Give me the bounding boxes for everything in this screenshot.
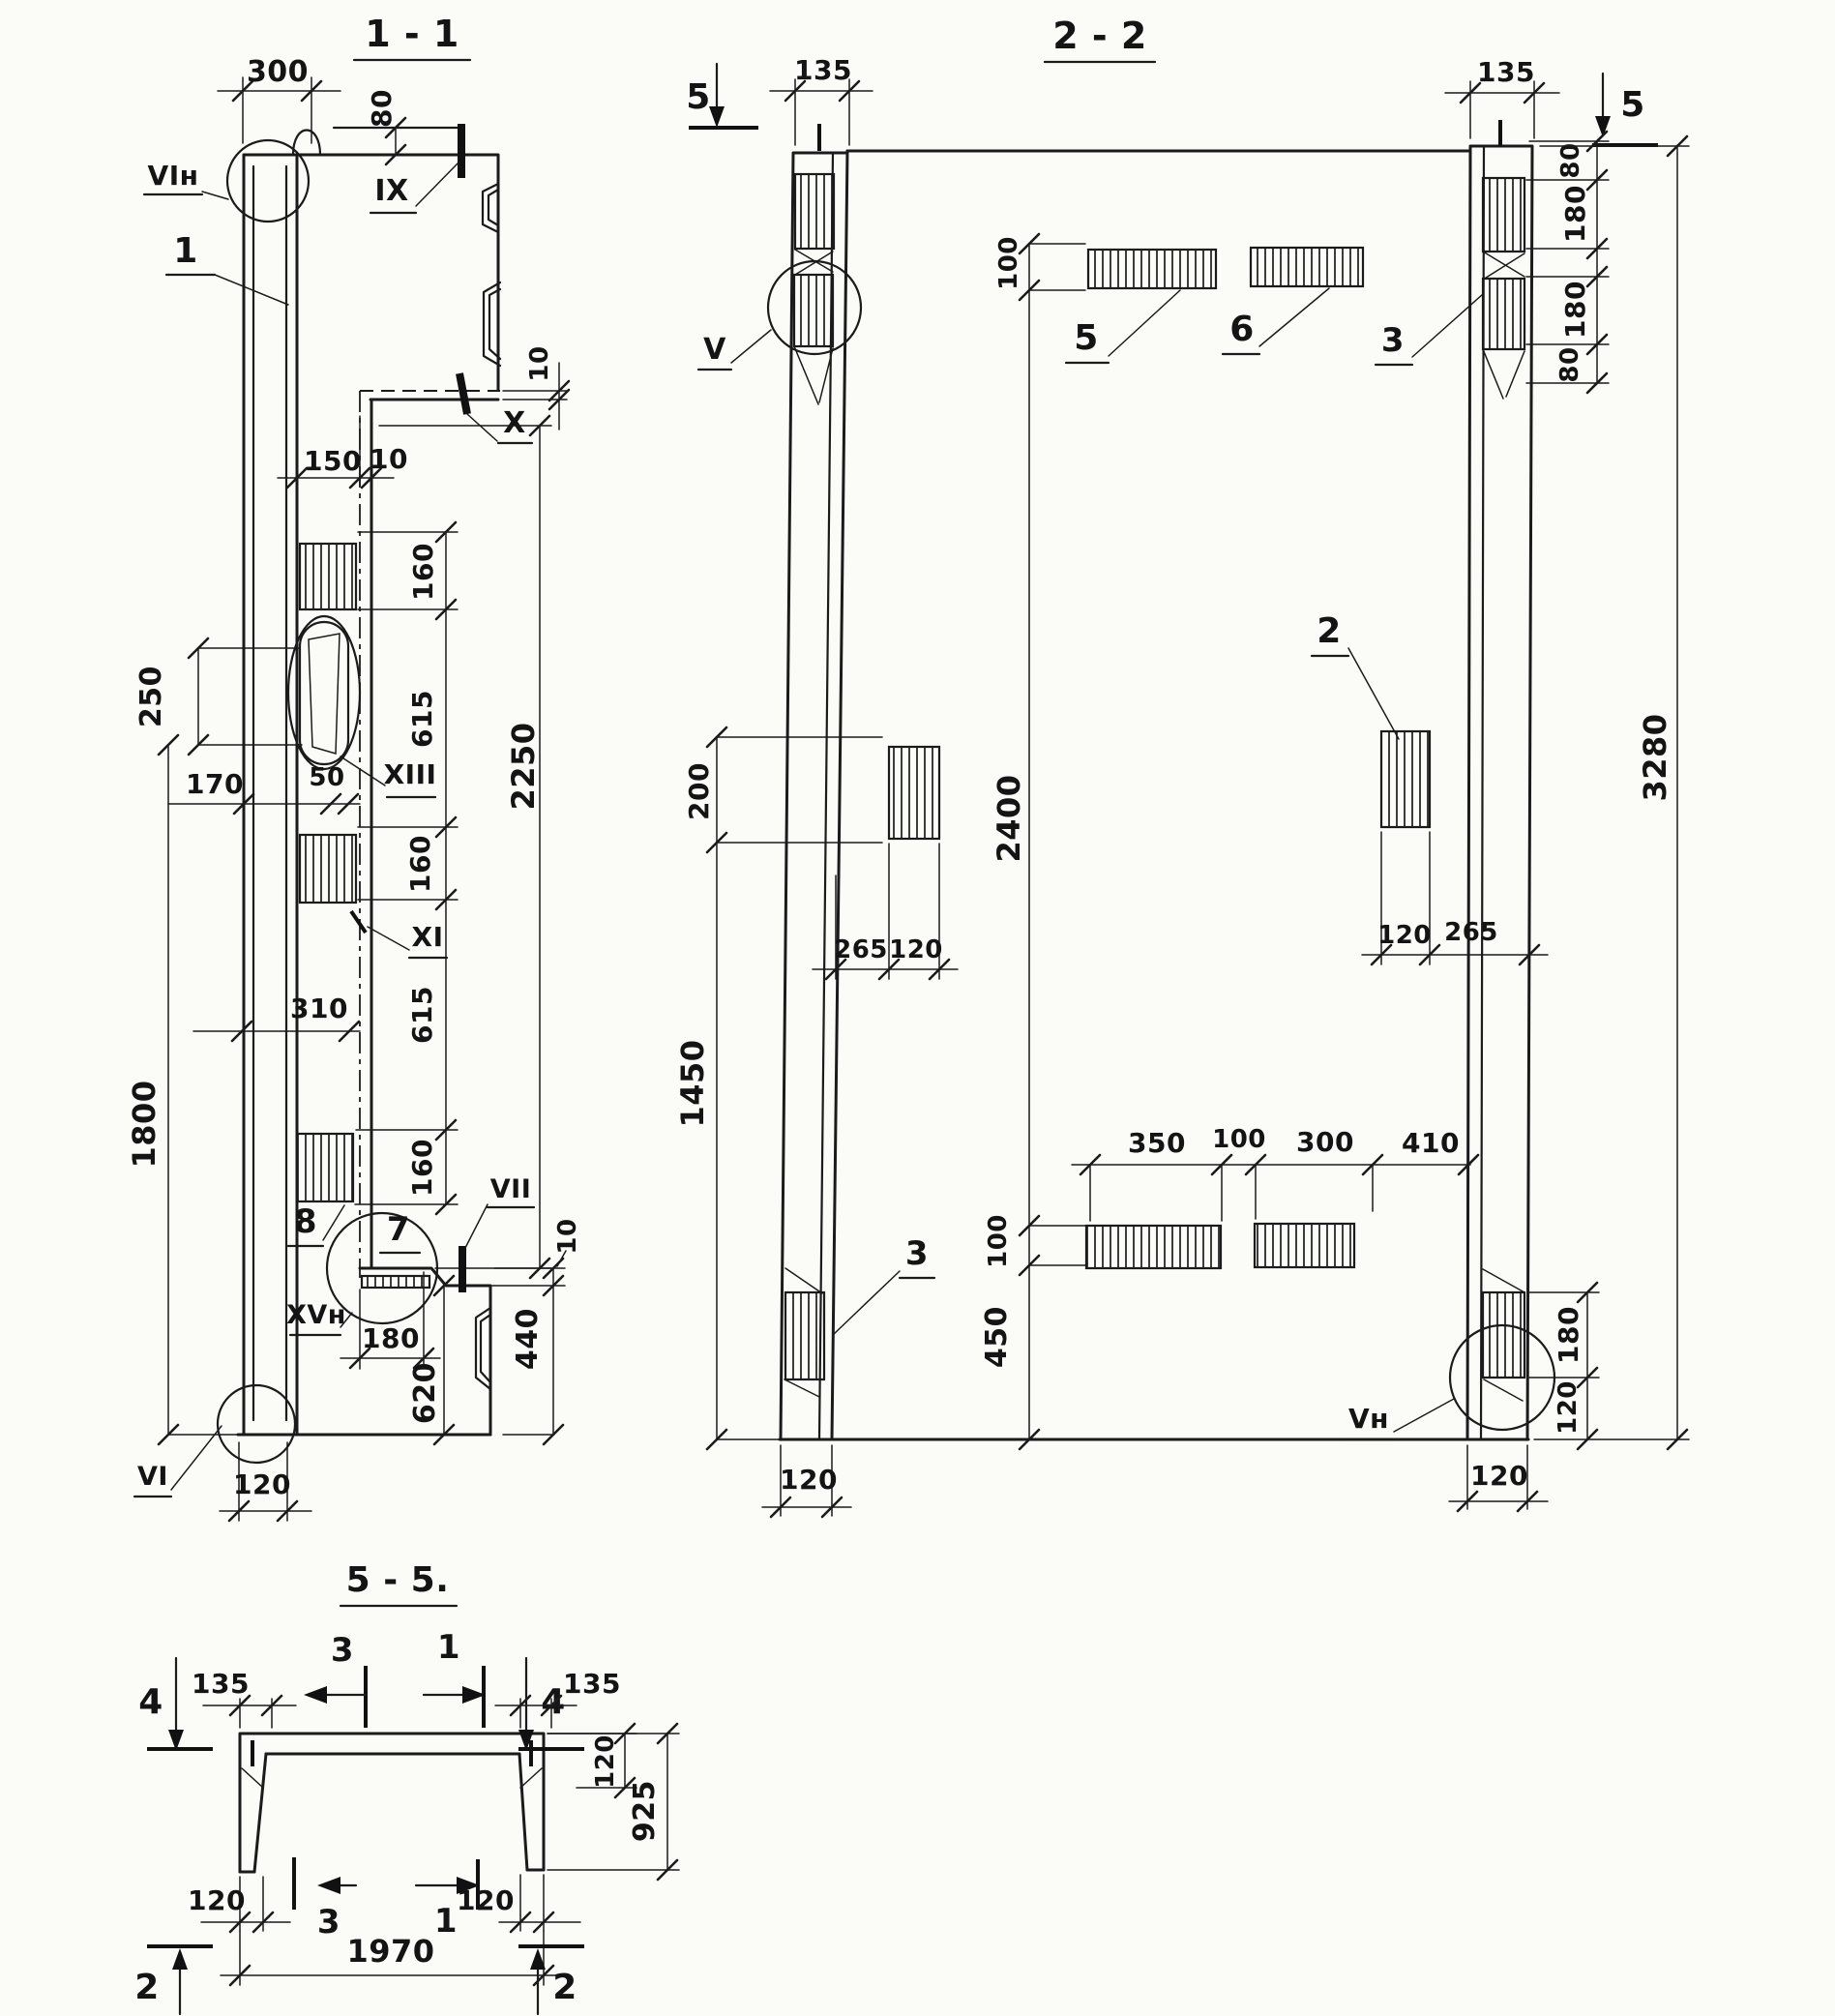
dim-120-265-right [1362,832,1548,964]
dim-100-top [994,234,1085,300]
dim-310 [193,993,360,1041]
mark-5-right-text: 5 [1620,85,1645,125]
dim-135-left-text: 135 [794,54,852,86]
item-1 [166,231,288,305]
plate-bot-right [1255,1224,1354,1267]
corner-chamfer-lines [242,1768,542,1788]
section-ix [334,124,461,213]
dim-135-left [192,1668,296,1728]
mark-3-top-text: 3 [330,1631,355,1670]
mark-4-left-text: 4 [138,1682,163,1722]
dim-300 [218,55,340,143]
label-v: V [703,333,726,367]
dim-3280-text: 3280 [1637,713,1673,802]
section-vii [462,1174,534,1292]
dim-160-2: 160 [404,835,436,893]
dim-615-2: 615 [406,986,438,1044]
mark-1-bottom-text: 1 [433,1902,459,1941]
dim-120-l-text: 120 [889,935,943,964]
item-7-label: 7 [386,1210,411,1249]
dim-350-100-300-410 [1072,1125,1478,1221]
label-xi: XI [411,921,444,953]
slot-outline [300,622,348,764]
dim-100-top-text: 100 [994,236,1023,290]
section-1-1 [126,13,582,1521]
dim-80-text: 80 [366,89,398,128]
dim-170-50 [168,763,360,814]
dim-310-text: 310 [290,993,348,1024]
dim-120-r-text: 120 [1377,921,1432,950]
dim-440-text: 440 [511,1307,545,1371]
lifting-loop [293,131,320,156]
item-5-label: 5 [1074,318,1099,358]
mark-2-right [518,1946,584,2014]
mark-2-left [134,1946,213,2014]
dim-80-a: 80 [1556,142,1585,179]
embed-plate-1 [300,544,356,609]
dim-3280 [1534,136,1689,1449]
label-x: X [503,406,526,440]
section-xi [351,911,447,958]
label-vn: Vн [1347,1403,1390,1435]
keyway-notch-3 [476,1308,490,1389]
plate-2 [1381,731,1430,827]
dim-350-text: 350 [1128,1127,1186,1159]
leg-bottoms [240,1870,544,1872]
label-vi-group [134,1426,222,1497]
dim-50-text: 50 [309,763,345,792]
label-vii: VII [489,1174,532,1204]
dim-2400-text: 2400 [991,774,1027,863]
dim-120-bottom-left [188,1877,290,1932]
dim-180-a: 180 [1559,185,1591,243]
mark-3-bottom-text: 3 [316,1903,341,1942]
dim-200-1450 [674,727,882,1449]
detail-circle-vi [218,1385,295,1463]
dim-200-text: 200 [683,762,715,820]
dim-265-l-text: 265 [834,935,888,964]
dim-135-right-text: 135 [1477,56,1535,88]
label-xvn-group [286,1300,352,1335]
dim-120-bottom-left [762,1445,851,1517]
dim-410-text: 410 [1402,1127,1460,1159]
wall-rebar-lines [253,166,286,1420]
dim-120-tr-text: 120 [591,1734,620,1789]
mark-4-right-text: 4 [541,1682,566,1722]
dim-120-bottom-right [1449,1445,1548,1511]
plate-5 [1088,250,1216,288]
dim-265-120-left [813,844,958,979]
section-2-2-title: 2 - 2 [1052,15,1147,57]
item-8-label: 8 [293,1202,318,1241]
section-x [459,373,532,443]
item-3-bottom-label: 3 [904,1234,930,1273]
dim-150-text: 150 [304,445,362,477]
embed-plate-2 [300,835,356,903]
dim-1800-text: 1800 [126,1080,163,1169]
dim-180-120-right [1529,1283,1599,1449]
channel-outline [240,1734,544,1872]
dim-300-text: 300 [246,55,310,89]
dim-250 [134,638,302,755]
mark-5-left [686,64,758,128]
dim-1970 [221,1931,563,1985]
dim-10-mid-text: 10 [370,443,408,475]
xiii-leader [340,756,385,786]
item-3-top [1376,294,1483,365]
label-vi: VI [137,1462,168,1492]
slot-inner [309,634,340,754]
dim-1800 [126,735,238,1444]
dim-100-v-text: 100 [984,1214,1013,1268]
leg-inner-faces [254,1754,527,1872]
dim-250-text: 250 [134,665,168,728]
dim-120-rb-text: 120 [1554,1380,1583,1435]
label-vn-group [1343,1399,1454,1439]
mark-3-top [304,1631,366,1728]
plate-6 [1251,248,1363,286]
label-v-group [698,330,771,370]
section-5-5-title: 5 - 5. [345,1560,450,1600]
item-5 [1066,290,1180,363]
mark-5-left-text: 5 [686,77,711,117]
dim-10-low-text: 10 [553,1218,582,1255]
dim-180-text: 180 [362,1322,420,1354]
dim-620 [408,1276,454,1444]
dim-620-text: 620 [408,1361,442,1425]
mark-5-right [1592,74,1658,145]
dim-120-bottom-right [457,1875,580,1932]
dim-450-text: 450 [980,1305,1014,1369]
label-ix: IX [374,174,409,208]
dim-160-1: 160 [407,543,439,601]
label-xiii: XIII [383,758,437,790]
dim-135-r-text: 135 [563,1668,621,1700]
item-2-label: 2 [1317,611,1342,651]
dim-80-b: 80 [1555,346,1584,383]
dim-440 [492,1218,582,1444]
panel-outline [238,131,500,1436]
mark-2-left-text: 2 [134,1968,160,2007]
item-7 [380,1210,420,1253]
dim-chain-center [980,244,1085,1449]
plate-bot-left [1086,1226,1221,1268]
item-2 [1312,611,1399,739]
dim-2250-text: 2250 [505,722,542,811]
plate-mid-left [889,747,939,839]
console-teeth [362,1276,429,1288]
right-rib-plates [1483,178,1524,1401]
item-6-label: 6 [1229,310,1255,349]
label-xvn: XVн [286,1300,346,1330]
dim-135-l-text: 135 [192,1668,250,1700]
dim-300-text: 300 [1296,1126,1354,1158]
item-1-label: 1 [173,231,198,271]
embed-plate-3 [297,1134,353,1201]
mark-1-top [424,1628,486,1728]
section-5-5 [134,1560,679,2014]
dim-180-r-text: 180 [1553,1306,1584,1364]
label-vin-group [144,160,228,199]
mark-2-right-text: 2 [552,1968,577,2007]
dim-160-3: 160 [406,1139,438,1197]
dim-120-top-right [548,1724,636,1797]
dim-120-text: 120 [233,1468,291,1500]
keyway-notch-1 [483,184,498,232]
dim-120-bl-text: 120 [188,1884,246,1916]
mark-3-bottom [294,1857,356,1942]
dim-170-text: 170 [186,768,244,800]
dim-120-bl-text: 120 [780,1464,838,1496]
top-edge [244,155,498,390]
section-1-1-title: 1 - 1 [365,13,459,55]
dim-1450-text: 1450 [674,1039,711,1128]
item-3-bottom [833,1234,934,1335]
dim-180-b: 180 [1559,281,1591,339]
dim-100-mid-text: 100 [1212,1125,1266,1154]
dim-1970-text: 1970 [346,1933,435,1970]
label-vin: VIн [147,160,199,192]
dim-265-r-text: 265 [1444,918,1498,947]
dim-120-br-text: 120 [1470,1460,1528,1492]
dim-120-br-text: 120 [457,1884,515,1916]
dim-chain-right-top [1526,132,1609,393]
item-6 [1223,288,1329,354]
dim-10-top-text: 10 [525,345,554,382]
mark-1-top-text: 1 [436,1628,461,1667]
dim-925-text: 925 [628,1779,662,1843]
section-2-2 [674,15,1689,1517]
dim-615-1: 615 [406,690,438,748]
item-3-top-label: 3 [1380,321,1406,360]
